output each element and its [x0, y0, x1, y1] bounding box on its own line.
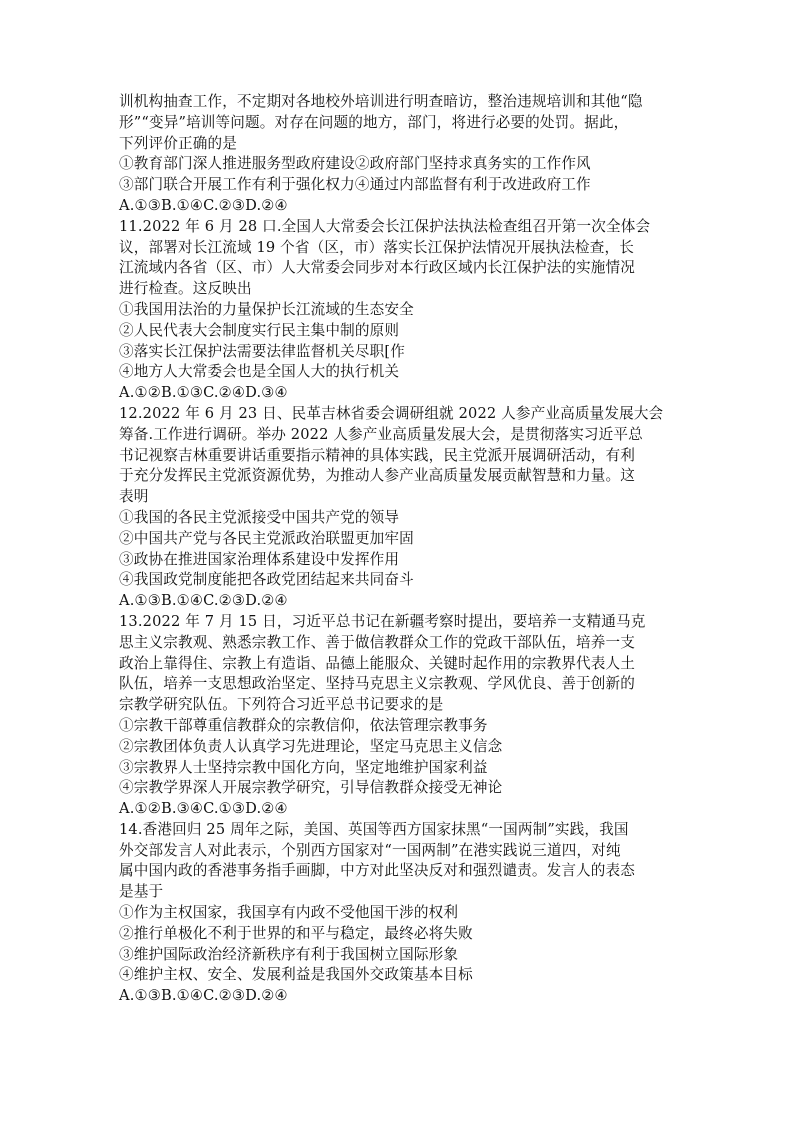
question-stem-line: 队伍，培养一支思想政治坚定、坚持马克思主义宗教观、学风优良、善于创新的	[119, 675, 636, 693]
option-line: ②宗教团体负责人认真学习先进理论，坚定马克思主义信念	[119, 737, 503, 755]
option-line: ③维护国际政治经济新秩序有利于我国树立国际形象	[119, 945, 459, 963]
question-stem-line: 表明	[119, 488, 149, 506]
question-stem-line: 政治上靠得住、宗教上有造诣、品德上能服众、关键时起作用的宗教界代表人土	[119, 654, 636, 672]
question-stem-line: 是基于	[119, 883, 164, 901]
option-line: ①我国用法治的力量保护长江流域的生态安全	[119, 300, 414, 318]
question-stem-line: 江流域内各省（区、市）人大常委会同步对本行政区域内长江保护法的实施情况	[119, 259, 636, 277]
question-13	[119, 612, 681, 820]
question-stem-line: 宗教学研究队伍。下列符合习近平总书记要求的是	[119, 696, 444, 714]
option-line: ④地方人大常委会也是全国人大的执行机关	[119, 363, 400, 381]
option-line: ①教育部门深人推进服务型政府建设②政府部门坚持求真务实的工作作风	[119, 155, 591, 173]
option-line: ④我国政党制度能把各政党团结起来共同奋斗	[119, 571, 414, 589]
question-stem-line: 外交部发言人对此表示，个别西方国家对“一国两制”在港实践说三道四，对纯	[119, 841, 621, 859]
option-line: ①作为主权国家，我国享有内政不受他国干涉的权利	[119, 904, 459, 922]
option-line: ①宗教干部尊重信教群众的宗教信仰，依法管理宗教事务	[119, 716, 488, 734]
question-12	[119, 404, 681, 612]
question-stem-line: 11.2022 年 6 月 28 口.全国人大常委会长江保护法执法检查组召开第一次全体会	[119, 217, 651, 235]
question-stem-line: 13.2022 年 7 月 15 日，习近平总书记在新疆考察时提出，要培养一支精通马克	[119, 612, 646, 630]
answer-choices: A.①③B.①④C.②③D.②④	[119, 196, 288, 214]
question-11	[119, 217, 681, 404]
question-stem-line: 于充分发挥民主党派资源优势，为推动人参产业高质量发展贡献智慧和力量。这	[119, 467, 636, 485]
question-14	[119, 820, 681, 1007]
option-line: ①我国的各民主党派接受中国共产党的领导	[119, 508, 400, 526]
question-stem-line: 形”“变异”培训等问题。对存在问题的地方，部门，将进行必要的处罚。据此，	[119, 113, 629, 131]
question-stem-line: 14.香港回归 25 周年之际，美国、英国等西方国家抹黑“一国两制”实践，我国	[119, 820, 629, 838]
answer-choices: A.①③B.①④C.②③D.②④	[119, 592, 288, 610]
option-line: ②中国共产党与各民主党派政治联盟更加牢固	[119, 529, 414, 547]
question-stem-line: 思主义宗教观、熟悉宗教工作、善于做信教群众工作的党政干部队伍，培养一支	[119, 633, 636, 651]
exam-page	[119, 92, 681, 1007]
question-stem-line: 筹备.工作进行调研。举办 2022 人参产业高质量发展大会，是贯彻落实习近平总	[119, 425, 643, 443]
question-10	[119, 92, 681, 217]
option-line: ④维护主权、安全、发展利益是我国外交政策基本目标	[119, 966, 473, 984]
question-stem-line: 属中国内政的香港事务指手画脚，中方对此坚决反对和强烈谴责。发言人的表态	[119, 862, 636, 880]
option-line: ②推行单极化不利于世界的和平与稳定，最终必将失败	[119, 924, 473, 942]
question-stem-line: 下列评价正确的是	[119, 134, 237, 152]
option-line: ③宗教界人士坚持宗教中国化方向，坚定地维护国家利益	[119, 758, 488, 776]
question-stem-line: 训机构抽查工作，不定期对各地校外培训进行明查暗访，整治违规培训和其他“隐	[119, 93, 643, 110]
answer-choices: A.①③B.①④C.②③D.②④	[119, 987, 288, 1005]
option-line: ④宗教学界深人开展宗教学研究，引导信教群众接受无神论	[119, 779, 503, 797]
question-stem-line: 12.2022 年 6 月 23 日、民革吉林省委会调研组就 2022 人参产业高质量发展大会	[119, 404, 664, 422]
answer-choices: A.①②B.①③C.②④D.③④	[119, 384, 288, 402]
answer-choices: A.①②B.③④C.①③D.②④	[119, 800, 288, 818]
option-line: ③政协在推进国家治理体系建设中发挥作用	[119, 550, 400, 568]
question-stem-line: 进行检查。这反映出	[119, 280, 252, 298]
option-line: ②人民代表大会制度实行民主集中制的原则	[119, 321, 400, 339]
option-line: ③部门联合开展工作有利于强化权力④通过内部监督有利于改进政府工作	[119, 176, 591, 194]
option-line: ③落实长江保护法需要法律监督机关尽职[作	[119, 342, 405, 360]
question-stem-line: 书记视察吉林重要讲话重要指示精神的具体实践，民主党派开展调研活动，有利	[119, 446, 636, 464]
question-stem-line: 议，部署对长江流域 19 个省（区，市）落实长江保护法情况开展执法检查，长	[119, 238, 634, 256]
